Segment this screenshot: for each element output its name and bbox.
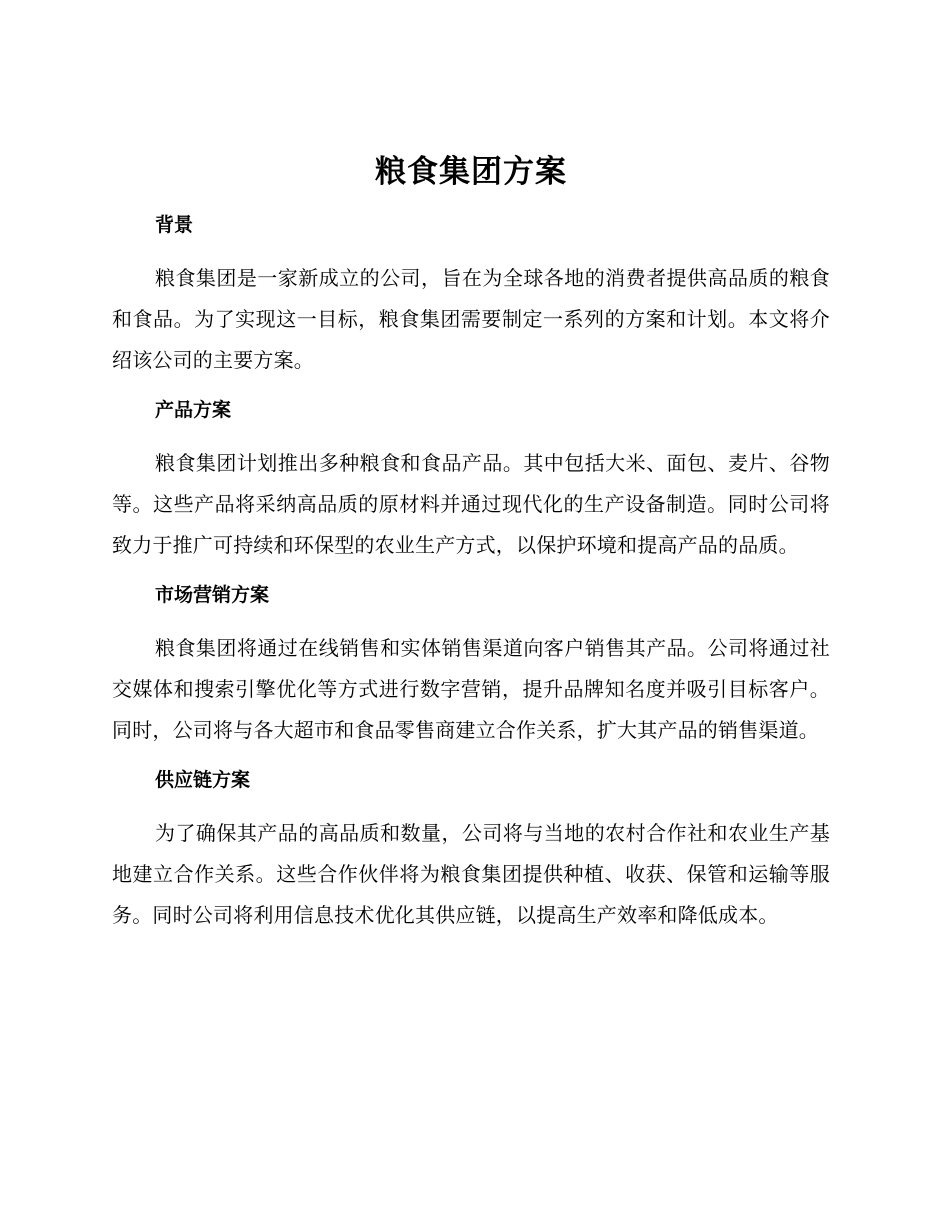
section-heading: 背景 (155, 214, 194, 236)
document-page (112, 150, 830, 950)
section-background (112, 210, 830, 381)
section-heading: 产品方案 (155, 399, 232, 421)
section-paragraph: 粮食集团计划推出多种粮食和食品产品。其中包括大米、面包、麦片、谷物等。这些产品将采纳高品质的原材料并通过现代化的生产设备制造。同时公司将致力于推广可持续和环保型的农业生产方式，以保护环境和提高产品的品质。 (112, 451, 830, 557)
document-title: 粮食集团方案 (375, 154, 567, 190)
section-heading: 供应链方案 (155, 769, 251, 791)
section-paragraph: 粮食集团将通过在线销售和实体销售渠道向客户销售其产品。公司将通过社交媒体和搜索引擎优化等方式进行数字营销，提升品牌知名度并吸引目标客户。同时，公司将与各大超市和食品零售商建立合作关系，扩大其产品的销售渠道。 (112, 636, 830, 742)
section-heading: 市场营销方案 (155, 584, 270, 606)
section-paragraph: 为了确保其产品的高品质和数量，公司将与当地的农村合作社和农业生产基地建立合作关系。这些合作伙伴将为粮食集团提供种植、收获、保管和运输等服务。同时公司将利用信息技术优化其供应链，以提高生产效率和降低成本。 (112, 821, 830, 927)
section-product-plan (112, 395, 830, 566)
section-marketing-plan (112, 580, 830, 751)
section-supply-chain-plan (112, 765, 830, 936)
section-paragraph: 粮食集团是一家新成立的公司，旨在为全球各地的消费者提供高品质的粮食和食品。为了实现这一目标，粮食集团需要制定一系列的方案和计划。本文将介绍该公司的主要方案。 (112, 266, 830, 372)
